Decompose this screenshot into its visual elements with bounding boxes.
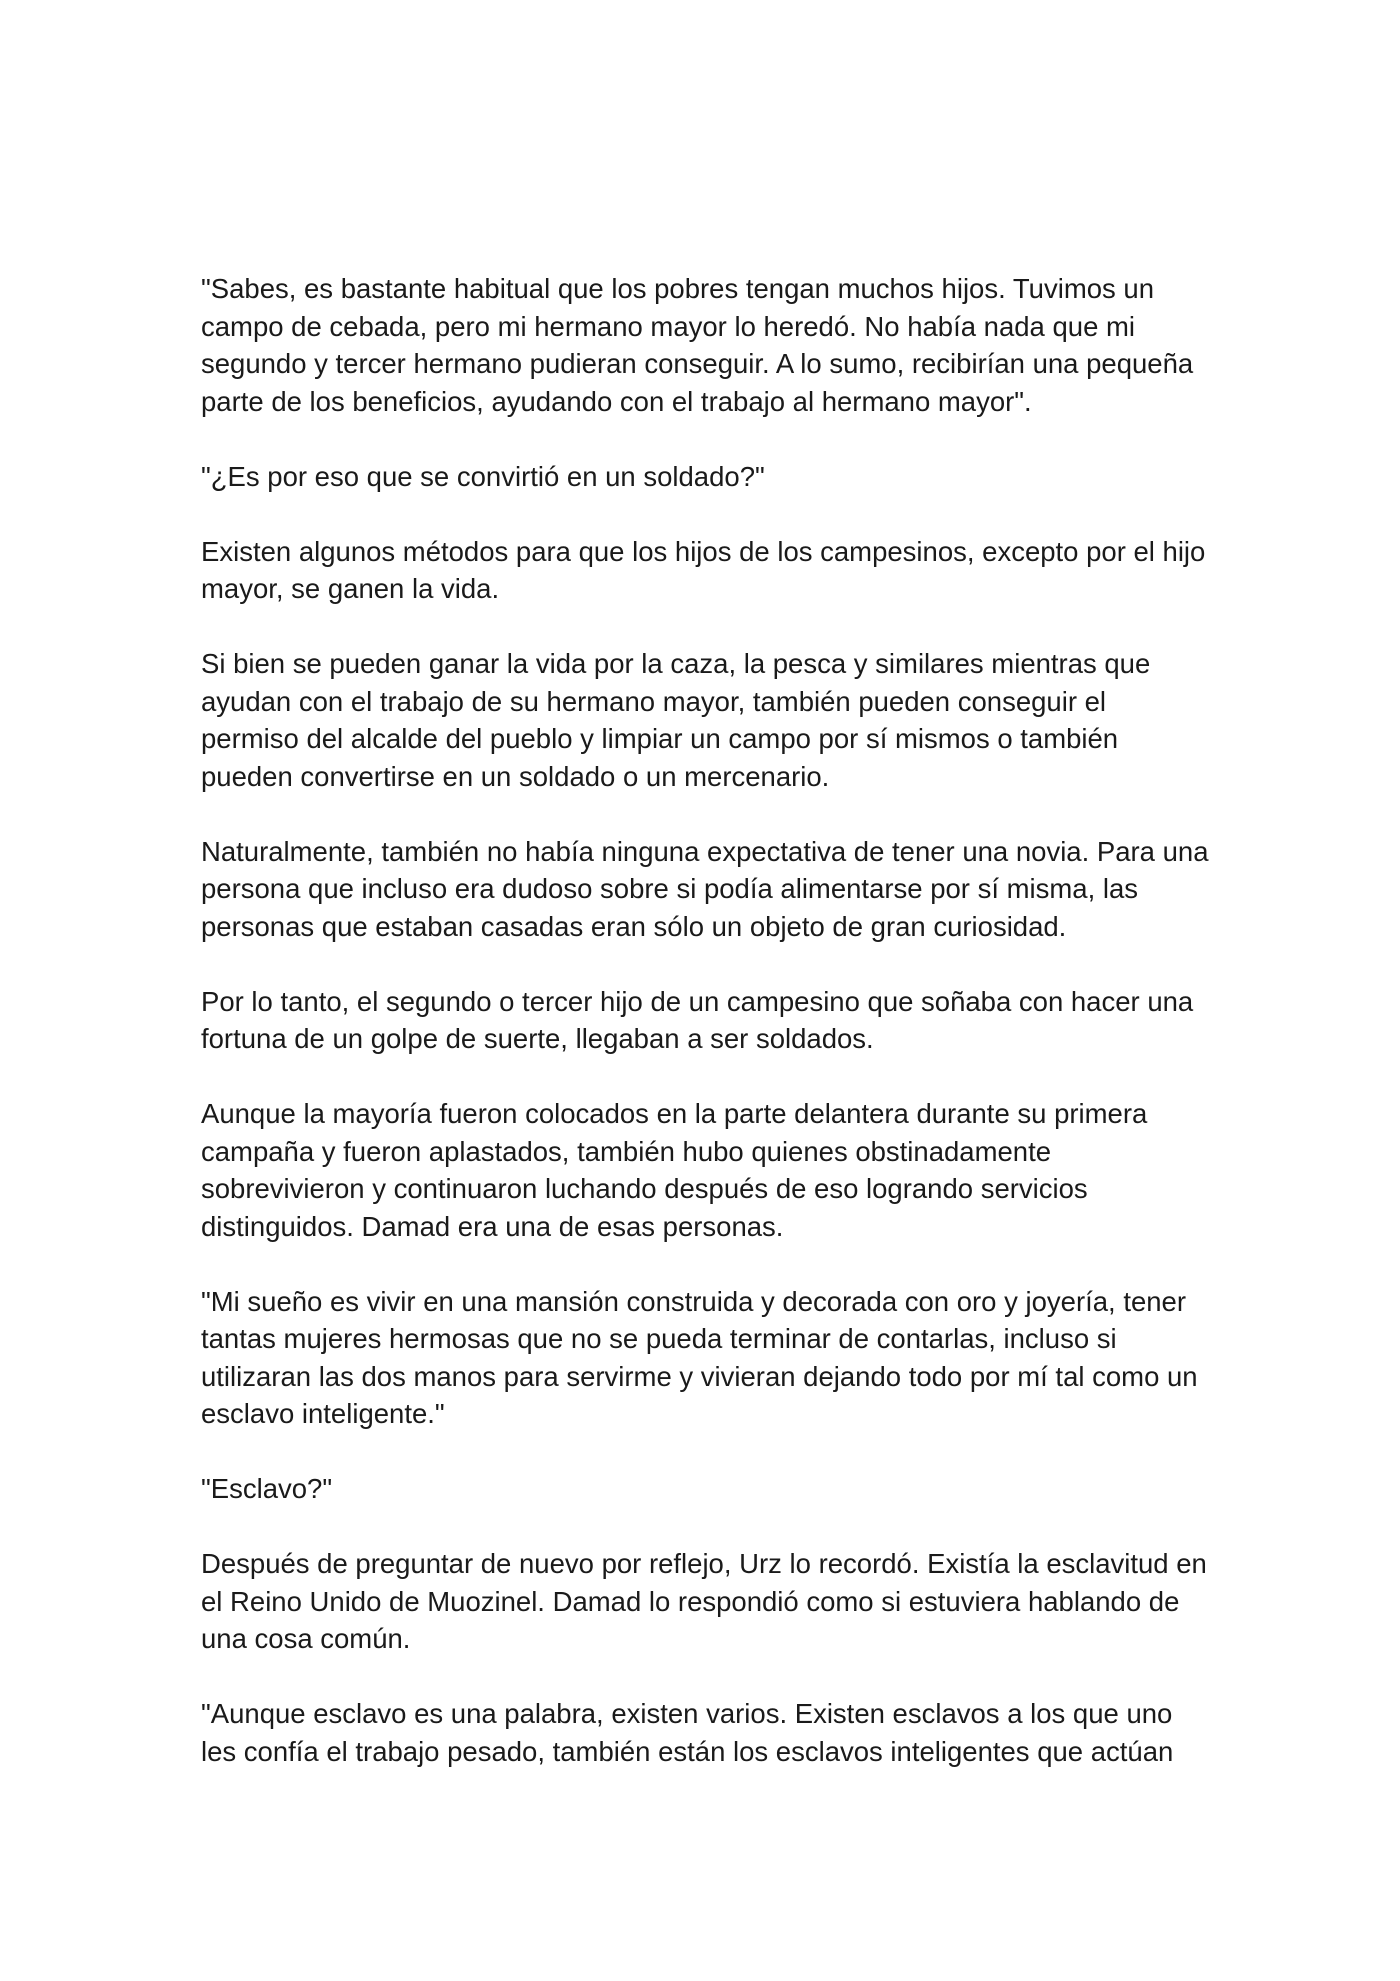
paragraph: "Sabes, es bastante habitual que los pobres tengan muchos hijos. Tuvimos un campo de cebada, pero mi hermano mayor lo heredó. No había nada que mi segundo y tercer hermano pudieran conseguir. A lo sumo, recibirían una pequeña parte de los beneficios, ayudando con el trabajo al hermano mayor". <box>201 273 1194 417</box>
paragraph: Existen algunos métodos para que los hijos de los campesinos, excepto por el hijo mayor, se ganen la vida. <box>201 535 1206 604</box>
paragraph: "Aunque esclavo es una palabra, existen varios. Existen esclavos a los que uno les confía el trabajo pesado, también están los esclavos inteligentes que actúan <box>201 1698 1174 1767</box>
paragraph: Por lo tanto, el segundo o tercer hijo de un campesino que soñaba con hacer una fortuna de un golpe de suerte, llegaban a ser soldados. <box>201 985 1194 1054</box>
paragraph: Después de preguntar de nuevo por reflejo, Urz lo recordó. Existía la esclavitud en el Reino Unido de Muozinel. Damad lo respondió como si estuviera hablando de una cosa común. <box>201 1548 1207 1654</box>
document-page <box>201 270 1211 1770</box>
paragraph: "Mi sueño es vivir en una mansión construida y decorada con oro y joyería, tener tantas mujeres hermosas que no se pueda terminar de contarlas, incluso si utilizaran las dos manos para servirme y vivieran dejando todo por mí tal como un esclavo inteligente." <box>201 1285 1198 1429</box>
paragraph: "Esclavo?" <box>201 1473 333 1504</box>
paragraph: Aunque la mayoría fueron colocados en la parte delantera durante su primera campaña y fueron aplastados, también hubo quienes obstinadamente sobrevivieron y continuaron luchando después de eso logrando servicios distinguidos. Damad era una de esas personas. <box>201 1098 1148 1242</box>
paragraph: "¿Es por eso que se convirtió en un soldado?" <box>201 460 765 492</box>
paragraph: Naturalmente, también no había ninguna expectativa de tener una novia. Para una persona que incluso era dudoso sobre si podía alimentarse por sí misma, las personas que estaban casadas eran sólo un objeto de gran curiosidad. <box>201 835 1209 942</box>
paragraph: Si bien se pueden ganar la vida por la caza, la pesca y similares mientras que ayudan con el trabajo de su hermano mayor, también pueden conseguir el permiso del alcalde del pueblo y limpiar un campo por sí mismos o también pueden convertirse en un soldado o un mercenario. <box>201 648 1151 792</box>
